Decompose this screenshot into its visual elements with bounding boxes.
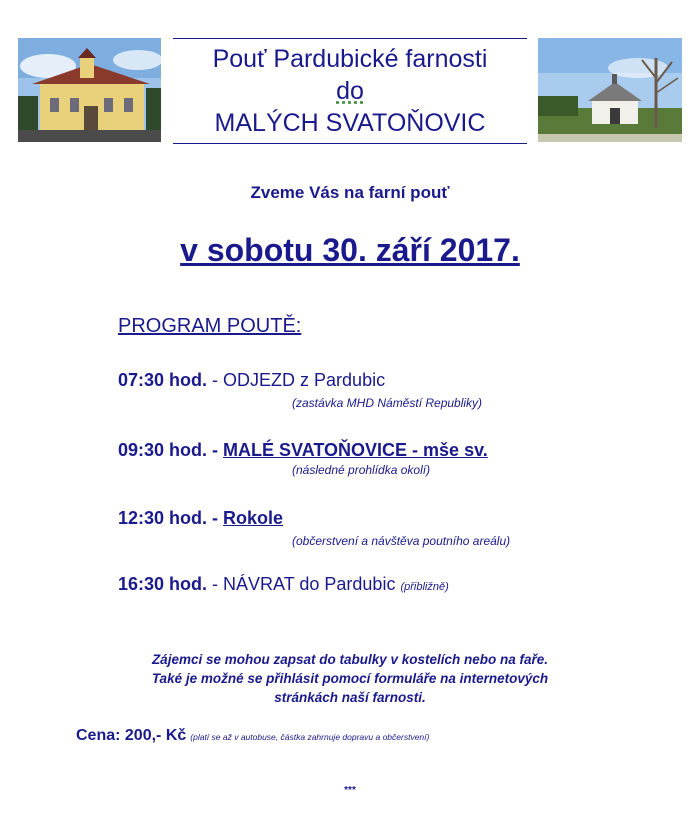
program-activity: MALÉ SVATOŇOVICE - mše sv. [223,440,488,460]
program-separator: - [207,574,224,594]
registration-line-1: Zájemci se mohou zapsat do tabulky v kostelích nebo na faře. [151,652,549,667]
program-note: (zastávka MHD Náměstí Republiky) [292,396,483,410]
program-separator: - [207,508,224,528]
program-time: 12:30 hod. [118,508,208,528]
program-item [118,508,283,529]
program-note: (následné prohlídka okolí) [292,463,431,477]
program-activity: ODJEZD z Pardubic [223,370,386,390]
event-date: v sobotu 30. září 2017. [180,232,520,268]
program-note: (občerstvení a návštěva poutního areálu) [292,534,511,548]
registration-line-2: Také je možné se přihlásit pomocí formuláře na internetových [151,671,549,686]
program-item [118,574,449,595]
page-title-line-2: do [336,77,364,105]
footer-stars: *** [344,785,356,796]
invitation-text: Zveme Vás na farní pouť [250,183,450,202]
page-title-line-3: MALÝCH SVATOŇOVIC [214,109,486,137]
program-activity: NÁVRAT do Pardubic [223,574,396,594]
program-extra: (přibližně) [400,581,449,593]
program-separator: - [207,370,224,390]
page-title-line-1: Pouť Pardubické farnosti [212,45,488,73]
program-heading: PROGRAM POUTĚ: [118,315,302,337]
price-line [76,727,429,745]
program-item [118,440,488,461]
program-activity: Rokole [223,508,284,528]
registration-line-3: stránkách naší farnosti. [274,690,426,705]
program-time: 07:30 hod. [118,370,208,390]
program-separator: - [207,440,224,460]
title-box [173,38,527,144]
program-time: 09:30 hod. [118,440,208,460]
program-time: 16:30 hod. [118,574,208,594]
price-note: (platí se až v autobuse, částka zahrnuje dopravu a občerstvení) [190,732,430,742]
program-item [118,370,385,391]
church-photo [18,38,161,142]
chapel-photo [538,38,682,142]
registration-info [0,650,700,707]
price-label: Cena: 200,- Kč [76,727,187,744]
